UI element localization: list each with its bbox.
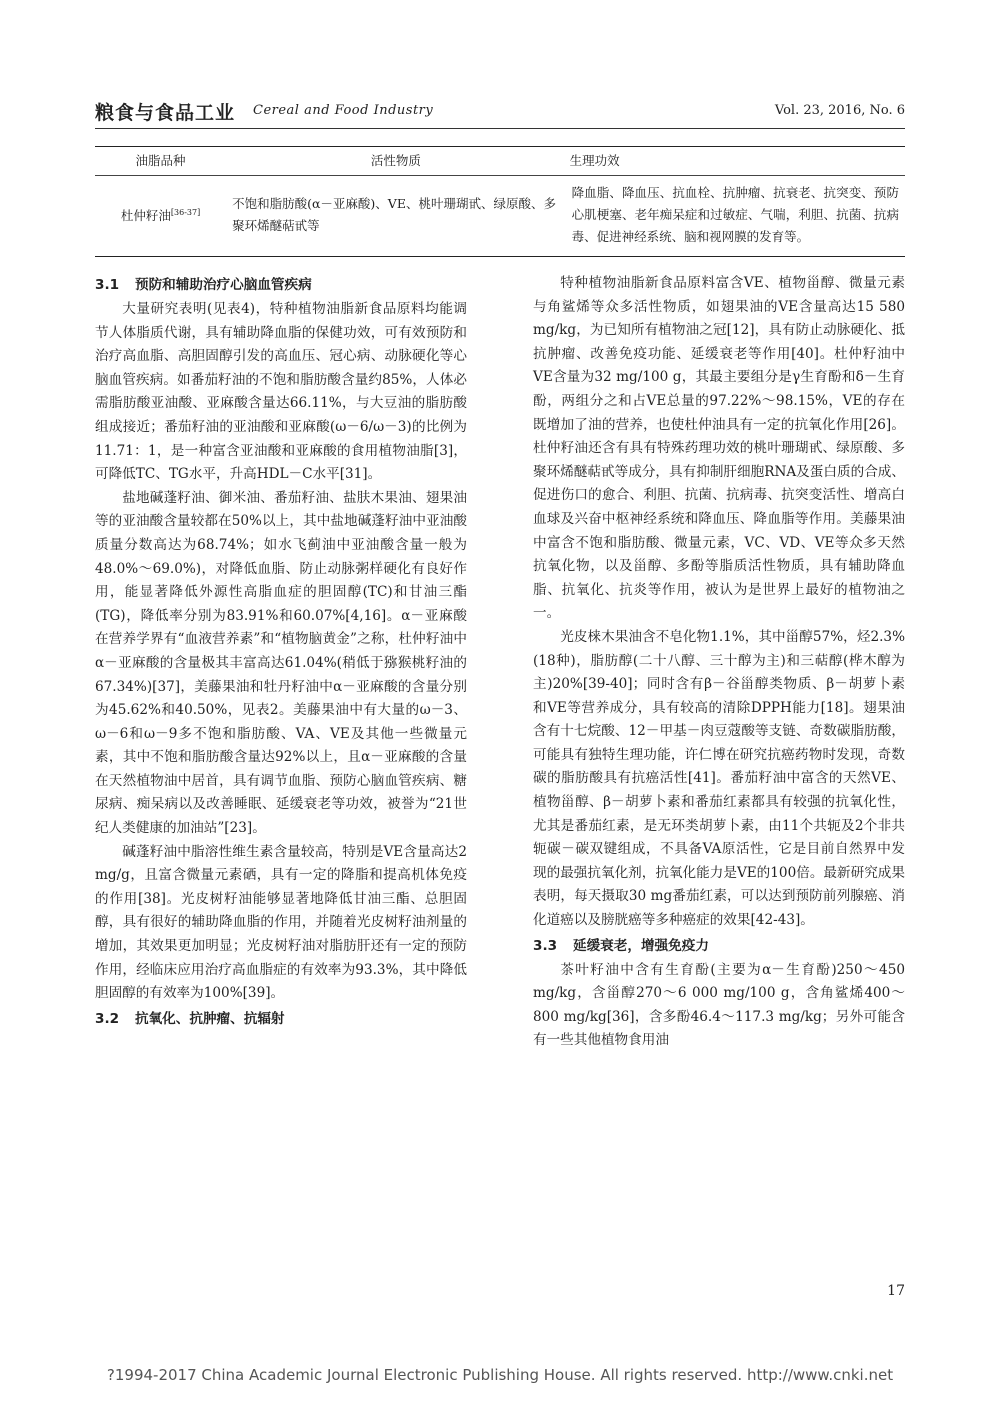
- journal-title-cn: 粮食与食品工业: [95, 102, 236, 124]
- citation: [36-37]: [170, 208, 201, 218]
- paragraph: 茶叶籽油中含有生育酚(主要为α－生育酚)250～450 mg/kg，含甾醇270～6 000 mg/100 g，含角鲨烯400～800 mg/kg[36]，含多酚46.4～117.3 mg/kg；另外可能含有一些其他植物食用油: [533, 961, 905, 1049]
- paragraph: 盐地碱蓬籽油、御米油、番茄籽油、盐肤木果油、翅果油等的亚油酸含量较都在50%以上，其中盐地碱蓬籽油中亚油酸质量分数高达为68.74%；如水飞蓟油中亚油酸含量一般为48.0%～69.0%)，对降低血脂、防止动脉粥样硬化有良好作用，能显著降低外源性高脂血症的胆固醇(TC)和甘油三酯(TG)，降低率分别为83.91%和60.07%[4,16]。α－亚麻酸在营养学界有“血液营养素”和“植物脑黄金”之称，杜仲籽油中α－亚麻酸的含量极其丰富高达61.04%(稍低于猕猴桃籽油的67.34%)[37]，美藤果油和牡丹籽油中α－亚麻酸的含量分别为45.62%和40.50%，见表2。美藤果油中有大量的ω－3、ω－6和ω－9多不饱和脂肪酸、VA、VE及其他一些微量元素，其中不饱和脂肪酸含量达92%以上，且α－亚麻酸的含量在天然植物油中居首，具有调节血脂、预防心脑血管疾病、糖尿病、痴呆病以及改善睡眠、延缓衰老等功效，被誉为“21世纪人类健康的加油站”[23]。: [95, 489, 467, 837]
- table-header-oil: 油脂品种: [95, 147, 226, 176]
- oil-table: [95, 146, 905, 257]
- running-header: [95, 98, 905, 128]
- section-heading-3-3: 3.3 延缓衰老，增强免疫力: [533, 937, 709, 954]
- journal-title-en: Cereal and Food Industry: [253, 103, 434, 118]
- table-cell-substances: 不饱和脂肪酸(α－亚麻酸)、VE、桃叶珊瑚甙、绿原酸、多聚环烯醚萜甙等: [226, 176, 565, 257]
- table-cell-oil: 杜仲籽油[36-37]: [95, 176, 226, 257]
- paragraph: 光皮梾木果油含不皂化物1.1%，其中甾醇57%，烃2.3%(18种)，脂肪醇(二十八醇、三十醇为主)和三萜醇(桦木醇为主)20%[39-40]；同时含有β－谷甾醇类物质、β－胡萝卜素和VE等营养成分，具有较高的清除DPPH能力[18]。翅果油含有十七烷酸、12－甲基－肉豆蔻酸等支链、奇数碳脂肪酸，可能具有独特生理功能，许仁博在研究抗癌药物时发现，奇数碳的脂肪酸具有抗癌活性[41]。番茄籽油中富含的天然VE、植物甾醇、β－胡萝卜素和番茄红素都具有较强的抗氧化性，尤其是番茄红素，是无环类胡萝卜素，由11个共轭及2个非共轭碳－碳双键组成，不具备VA原活性，它是目前自然界中发现的最强抗氧化剂，抗氧化能力是VE的100倍。最新研究成果表明，每天摄取30 mg番茄红素，可以达到预防前列腺癌、消化道癌以及膀胱癌等多种癌症的效果[42-43]。: [533, 628, 905, 929]
- copyright-footer: ?1994-2017 China Academic Journal Electronic Publishing House. All rights reserved. http://www.cnki.net: [106, 1366, 894, 1384]
- table-cell-effects: 降血脂、降血压、抗血栓、抗肿瘤、抗衰老、抗突变、预防心肌梗塞、老年痴呆症和过敏症、气喘，利胆、抗菌、抗病毒、促进神经系统、脑和视网膜的发育等。: [566, 176, 905, 257]
- table-row: [95, 176, 905, 257]
- header-divider: [95, 128, 905, 129]
- section-heading-3-1: 3.1 预防和辅助治疗心脑血管疾病: [95, 277, 312, 293]
- page-number: 17: [887, 1283, 905, 1299]
- volume-info: Vol. 23, 2016, No. 6: [774, 103, 905, 118]
- right-column: [533, 272, 905, 1053]
- paragraph: 特种植物油脂新食品原料富含VE、植物甾醇、微量元素与角鲨烯等众多活性物质，如翅果油的VE含量高达15 580 mg/kg，为已知所有植物油之冠[12]，具有防止动脉硬化、抵抗肿瘤、改善免疫功能、延缓衰老等作用[40]。杜仲籽油中VE含量为32 mg/100 g，其最主要组分是γ生育酚和δ－生育酚，两组分之和占VE总量的97.22%～98.15%，VE的存在既增加了油的营养，也使杜仲油具有一定的抗氧化作用[26]。杜仲籽油还含有具有特殊药理功效的桃叶珊瑚甙、绿原酸、多聚环烯醚萜甙等成分，具有抑制肝细胞RNA及蛋白质的合成、促进伤口的愈合、利胆、抗菌、抗病毒、抗突变活性、增高白血球及兴奋中枢神经系统和降血压、降血脂等作用。美藤果油中富含不饱和脂肪酸、微量元素，VC、VD、VE等众多天然抗氧化物，以及甾醇、多酚等脂质活性物质，具有辅助降血脂、抗氧化、抗炎等作用，被认为是世界上最好的植物油之一。: [533, 275, 905, 622]
- table-header-substances: 活性物质: [226, 147, 565, 176]
- table-header-effects: 生理功效: [566, 147, 905, 176]
- paragraph: 大量研究表明(见表4)，特种植物油脂新食品原料均能调节人体脂质代谢，具有辅助降血脂的保健功效，可有效预防和治疗高血脂、高胆固醇引发的高血压、冠心病、动脉硬化等心脑血管疾病。如番茄籽油的不饱和脂肪酸含量约85%，人体必需脂肪酸亚油酸、亚麻酸含量达66.11%，与大豆油的脂肪酸组成接近；番茄籽油的亚油酸和亚麻酸(ω－6/ω－3)的比例为11.71：1，是一种富含亚油酸和亚麻酸的食用植物油脂[3]，可降低TC、TG水平，升高HDL－C水平[31]。: [95, 301, 467, 483]
- paragraph: 碱蓬籽油中脂溶性维生素含量较高，特别是VE含量高达2 mg/g，且富含微量元素硒，具有一定的降脂和提高机体免疫的作用[38]。光皮树籽油能够显著地降低甘油三酯、总胆固醇，具有很好的辅助降血脂的作用，并随着光皮树籽油剂量的增加，其效果更加明显；光皮树籽油对脂肪肝还有一定的预防作用，经临床应用治疗高血脂症的有效率为93.3%，其中降低胆固醇的有效率为100%[39]。: [95, 843, 467, 1002]
- section-heading-3-2: 3.2 抗氧化、抗肿瘤、抗辐射: [95, 1010, 285, 1027]
- left-column: [95, 272, 467, 1032]
